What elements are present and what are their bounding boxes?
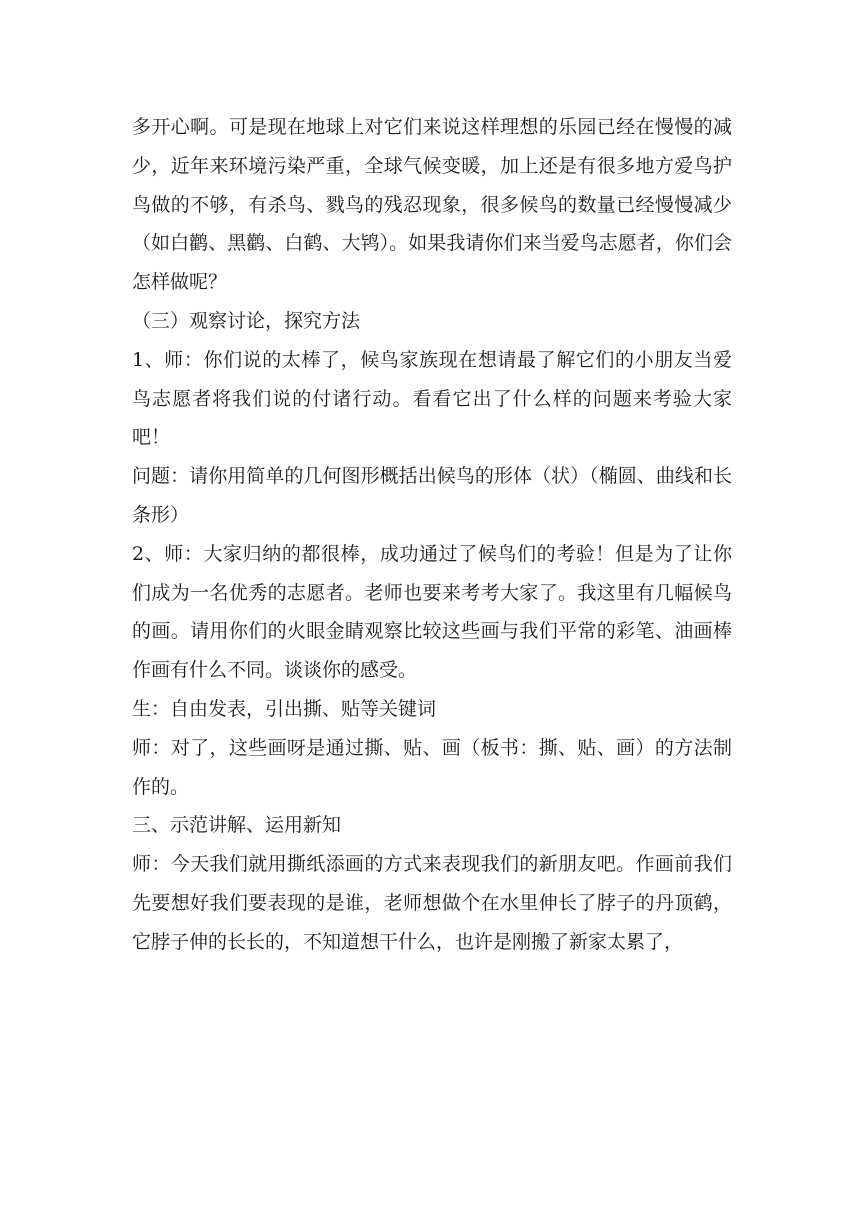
section-heading-observe-discuss: （三）观察讨论，探究方法 [132,309,361,332]
paragraph-step-2: 2、师：大家归纳的都很棒，成功通过了候鸟们的考验！但是为了让你们成为一名优秀的志愿者。老师也要来考考大家了。我这里有几幅候鸟的画。请用你们的火眼金睛观察比较这些画与我们平常的彩笔、油画棒作画有什么不同。谈谈你的感受。 [132,542,732,682]
paragraph-teacher-response: 师：对了，这些画呀是通过撕、贴、画（板书：撕、贴、画）的方法制作的。 [132,736,732,798]
paragraph-demonstration: 师：今天我们就用撕纸添画的方式来表现我们的新朋友吧。作画前我们先要想好我们要表现的是谁，老师想做个在水里伸长了脖子的丹顶鹤，它脖子伸的长长的，不知道想干什么，也许是刚搬了新家太累了， [132,853,732,953]
section-heading-demonstration: 三、示范讲解、运用新知 [132,814,342,837]
paragraph-student-response: 生：自由发表，引出撕、贴等关键词 [132,697,437,720]
paragraph-question: 问题：请你用简单的几何图形概括出候鸟的形体（状）（椭圆、曲线和长条形） [132,465,732,526]
document-body [132,108,732,962]
paragraph-intro: 多开心啊。可是现在地球上对它们来说这样理想的乐园已经在慢慢的减少，近年来环境污染严重，全球气候变暖，加上还是有很多地方爱鸟护鸟做的不够，有杀鸟、戮鸟的残忍现象，很多候鸟的数量已经慢慢减少（如白鹳、黑鹳、白鹤、大鸨）。如果我请你们来当爱鸟志愿者，你们会怎样做呢？ [132,116,732,294]
paragraph-step-1: 1、师：你们说的太棒了，候鸟家族现在想请最了解它们的小朋友当爱鸟志愿者将我们说的付诸行动。看看它出了什么样的问题来考验大家吧！ [132,348,732,449]
